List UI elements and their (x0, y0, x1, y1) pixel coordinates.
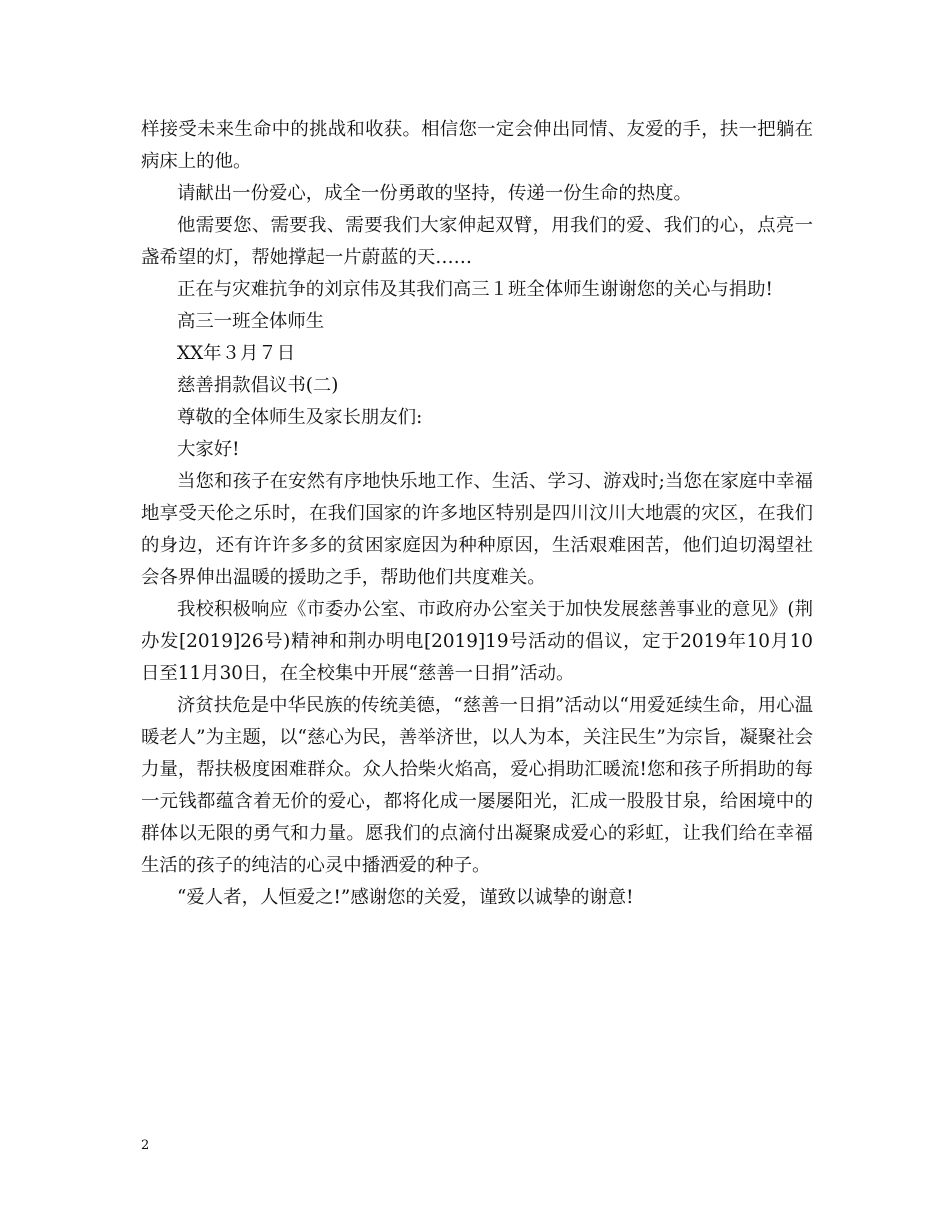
greeting: 大家好! (177, 439, 240, 460)
signature-date: XX年３月７日 (177, 343, 296, 364)
paragraph-theme: 济贫扶危是中华民族的传统美德，“慈善一日捐”活动以“用爱延续生命，用心温暖老人”为主题，以“慈心为民，善举济世，以人为本，关注民生”为宗旨，凝聚社会力量，帮扶极度困难群众。众人拾柴火焰高，爱心捐助汇暖流!您和孩子所捐助的每一元钱都蕴含着无价的爱心，都将化成一屡屡阳光，汇成一股股甘泉，给困境中的群体以无限的勇气和力量。愿我们的点滴付出凝聚成爱心的彩虹，让我们给在幸福生活的孩子的纯洁的心灵中播洒爱的种子。 (141, 695, 813, 876)
page-number: 2 (141, 1138, 150, 1153)
paragraph-background: 当您和孩子在安然有序地快乐地工作、生活、学习、游戏时;当您在家庭中幸福地享受天伦之乐时，在我们国家的许多地区特别是四川汶川大地震的灾区，在我们的身边，还有许许多多的贫困家庭因为种种原因，生活艰难困苦，他们迫切渴望社会各界伸出温暖的援助之手，帮助他们共度难关。 (141, 471, 813, 588)
section-title: 慈善捐款倡议书(二) (177, 375, 339, 396)
paragraph-thanks: 正在与灾难抗争的刘京伟及其我们高三１班全体师生谢谢您的关心与捐助! (177, 279, 773, 300)
signature-class: 高三一班全体师生 (177, 311, 325, 332)
paragraph-activity: 我校积极响应《市委办公室、市政府办公室关于加快发展慈善事业的意见》(荆办发[2019]26号)精神和荆办明电[2019]19号活动的倡议，定于2019年10月10日至11月30日，在全校集中开展“慈善一日捐”活动。 (141, 599, 813, 684)
document-body (141, 114, 813, 914)
paragraph-continuation: 样接受未来生命中的挑战和收获。相信您一定会伸出同情、友爱的手，扶一把躺在病床上的他。 (141, 119, 813, 172)
salutation: 尊敬的全体师生及家长朋友们: (177, 407, 423, 428)
paragraph-need-help: 他需要您、需要我、需要我们大家伸起双臂，用我们的爱、我们的心，点亮一盏希望的灯，帮她撑起一片蔚蓝的天…… (141, 215, 813, 268)
paragraph-appeal: 请献出一份爱心，成全一份勇敢的坚持，传递一份生命的热度。 (177, 183, 692, 204)
paragraph-closing: “爱人者，人恒爱之!”感谢您的关爱，谨致以诚挚的谢意! (177, 887, 634, 908)
